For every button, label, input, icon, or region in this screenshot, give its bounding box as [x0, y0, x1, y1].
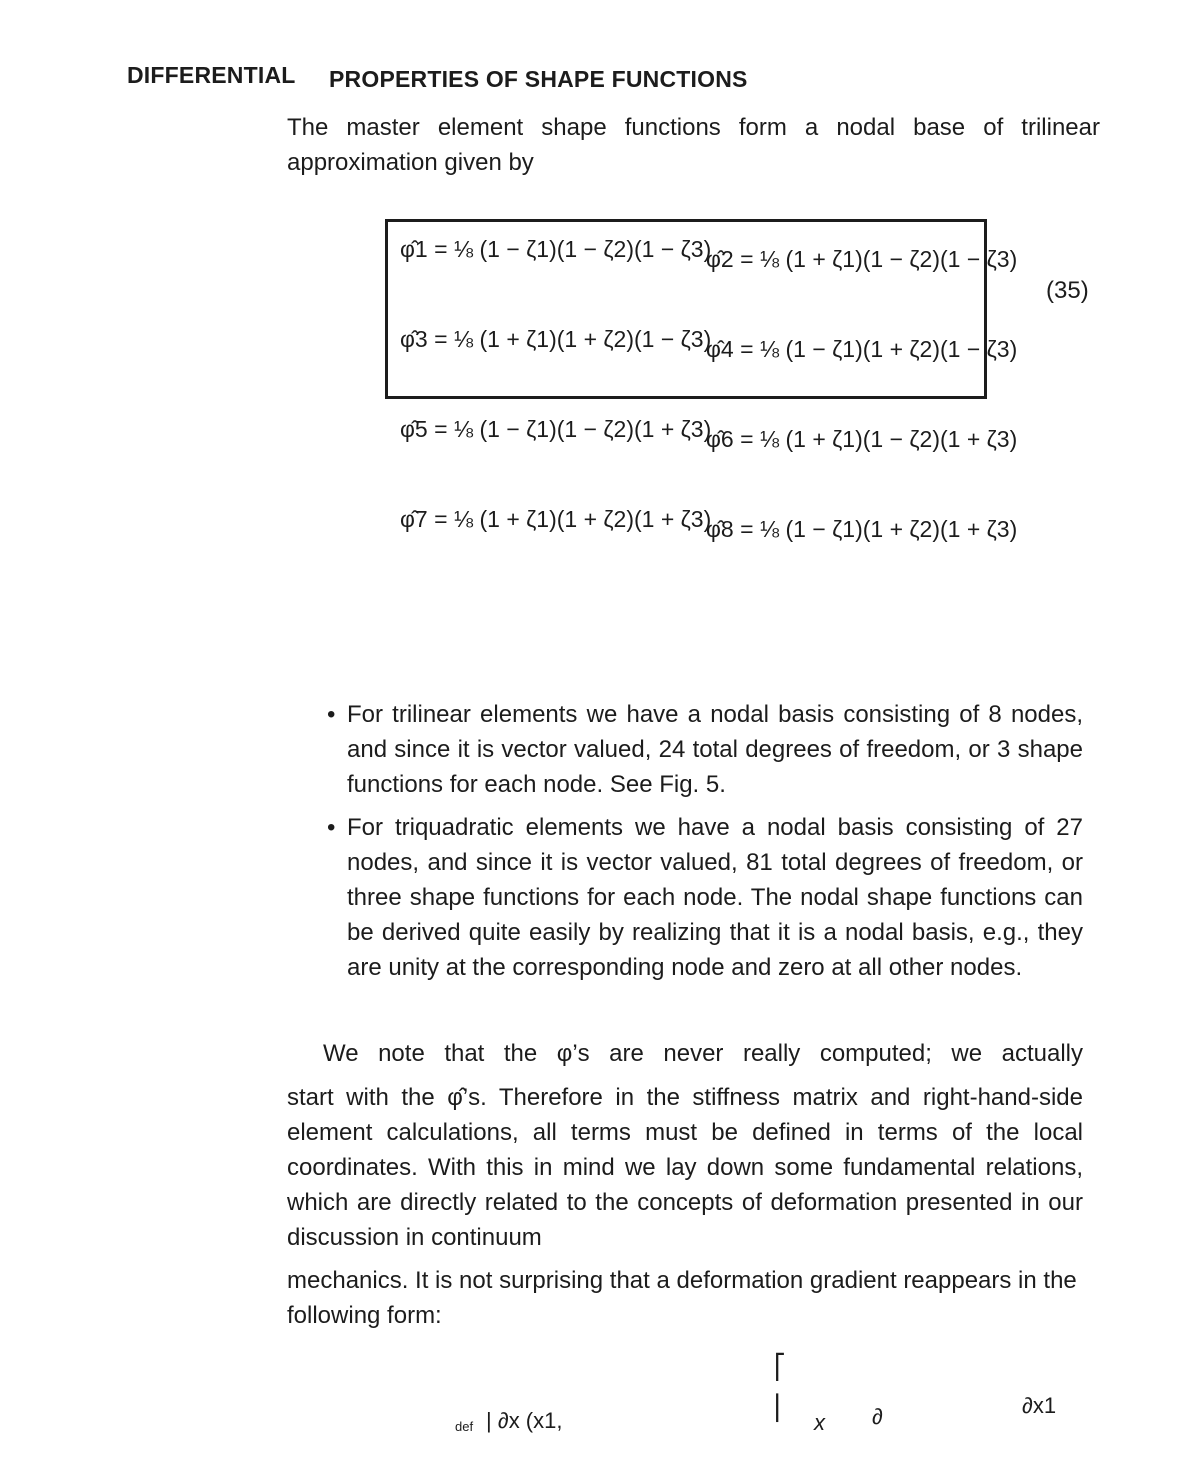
note-paragraph-first-line: We note that the φ’s are never really computed; we actually [323, 1040, 1083, 1067]
bullet-text: For triquadratic elements we have a nodal basis consisting of 27 nodes, and since it is vector valued, 81 total degrees of freedom, or three shape functions for each node. The nodal shape functions can be derived quite easily by realizing that it is a nodal basis, e.g., they are unity at the corresponding node and zero at all other nodes. [347, 814, 1083, 981]
formula-partial: ∂ [872, 1404, 883, 1429]
note-paragraph-tail: mechanics. It is not surprising that a deformation gradient reappears in the following form: [287, 1267, 1077, 1329]
formula-lhs: | ∂x (x1, [486, 1408, 563, 1433]
bullet-text: For trilinear elements we have a nodal basis consisting of 8 nodes, and since it is vector valued, 24 total degrees of freedom, or 3 shape functions for each node. See Fig. 5. [347, 701, 1083, 798]
equation-phi-3: φ̂3 = ⅛ (1 + ζ1)(1 + ζ2)(1 − ζ3) [400, 326, 712, 352]
heading-part-2: PROPERTIES OF SHAPE FUNCTIONS [329, 66, 748, 92]
formula-bracket-bottom: ⎢ [774, 1395, 786, 1422]
formula-def-label: def [455, 1419, 474, 1434]
intro-paragraph: The master element shape functions form a nodal base of trilinear approximation given by [287, 114, 1100, 176]
bullet-item-triquadratic [327, 810, 1083, 985]
equation-phi-5: φ̂5 = ⅛ (1 − ζ1)(1 − ζ2)(1 + ζ3) [400, 416, 712, 442]
equation-phi-7: φ̂7 = ⅛ (1 + ζ1)(1 + ζ2)(1 + ζ3) [400, 506, 712, 532]
note-paragraph-body: start with the φ̂’s. Therefore in the stiffness matrix and right-hand-side element calculations, all terms must be defined in terms of the local coordinates. With this in mind we lay down some fundamental relations, which are directly related to the concepts of deformation presented in our discussion in continuum [287, 1084, 1083, 1251]
equation-phi-1: φ̂1 = ⅛ (1 − ζ1)(1 − ζ2)(1 − ζ3) [400, 236, 712, 262]
bullet-list [327, 697, 1083, 993]
heading-part-1: DIFFERENTIAL [127, 62, 296, 88]
formula-right: ∂x1 [1022, 1393, 1057, 1418]
equation-number: (35) [1046, 277, 1089, 304]
bullet-icon: • [327, 701, 336, 728]
equation-phi-8: φ̂8 = ⅛ (1 − ζ1)(1 + ζ2)(1 + ζ3) [706, 516, 1018, 542]
formula-x: x [814, 1410, 825, 1435]
equation-phi-2: φ̂2 = ⅛ (1 + ζ1)(1 − ζ2)(1 − ζ3) [706, 246, 1018, 272]
equation-phi-4: φ̂4 = ⅛ (1 − ζ1)(1 + ζ2)(1 − ζ3) [706, 336, 1018, 362]
formula-bracket-top: ⎡ [774, 1354, 786, 1381]
equation-phi-6: φ̂6 = ⅛ (1 + ζ1)(1 − ζ2)(1 + ζ3) [706, 426, 1018, 452]
bullet-icon: • [327, 814, 336, 841]
bullet-item-trilinear [327, 697, 1083, 802]
